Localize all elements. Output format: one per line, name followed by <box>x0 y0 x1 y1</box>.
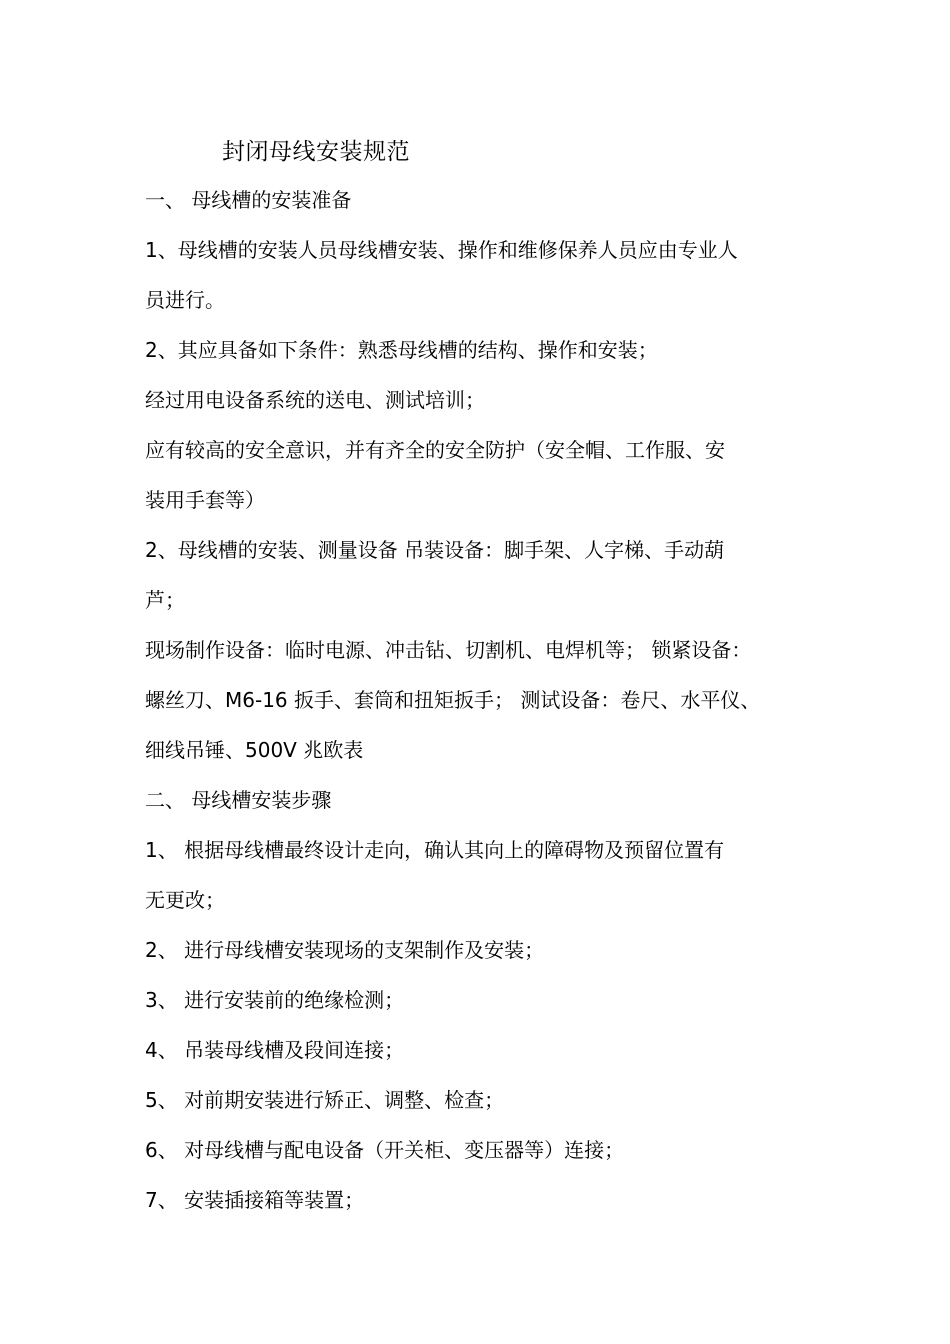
paragraph-line: 2、母线槽的安装、测量设备 吊装设备：脚手架、人字梯、手动葫 <box>145 538 725 562</box>
step-line: 1、 根据母线槽最终设计走向，确认其向上的障碍物及预留位置有 <box>145 838 725 862</box>
step-line: 4、 吊装母线槽及段间连接； <box>145 1038 405 1062</box>
paragraph-line: 芦； <box>145 588 185 612</box>
document-title: 封闭母线安装规范 <box>222 139 410 165</box>
paragraph-line: 现场制作设备：临时电源、冲击钻、切割机、电焊机等； 锁紧设备： <box>145 638 752 662</box>
paragraph-line: 经过用电设备系统的送电、测试培训； <box>145 388 485 412</box>
step-line: 6、 对母线槽与配电设备（开关柜、变压器等）连接； <box>145 1138 625 1162</box>
paragraph-line: 1、母线槽的安装人员母线槽安装、操作和维修保养人员应由专业人 <box>145 238 738 262</box>
step-line: 3、 进行安装前的绝缘检测； <box>145 988 405 1012</box>
section-heading-1: 一、 母线槽的安装准备 <box>145 188 352 212</box>
paragraph-line: 细线吊锤、500V 兆欧表 <box>145 738 364 762</box>
step-line: 2、 进行母线槽安装现场的支架制作及安装； <box>145 938 545 962</box>
section-heading-2: 二、 母线槽安装步骤 <box>145 788 332 812</box>
paragraph-line: 装用手套等） <box>145 488 265 512</box>
step-line: 7、 安装插接箱等装置； <box>145 1188 365 1212</box>
paragraph-line: 2、其应具备如下条件：熟悉母线槽的结构、操作和安装； <box>145 338 658 362</box>
step-line: 无更改； <box>145 888 225 912</box>
paragraph-line: 螺丝刀、M6-16 扳手、套筒和扭矩扳手； 测试设备：卷尺、水平仪、 <box>145 688 761 712</box>
step-line: 5、 对前期安装进行矫正、调整、检查； <box>145 1088 505 1112</box>
paragraph-line: 员进行。 <box>145 288 225 312</box>
paragraph-line: 应有较高的安全意识，并有齐全的安全防护（安全帽、工作服、安 <box>145 438 725 462</box>
